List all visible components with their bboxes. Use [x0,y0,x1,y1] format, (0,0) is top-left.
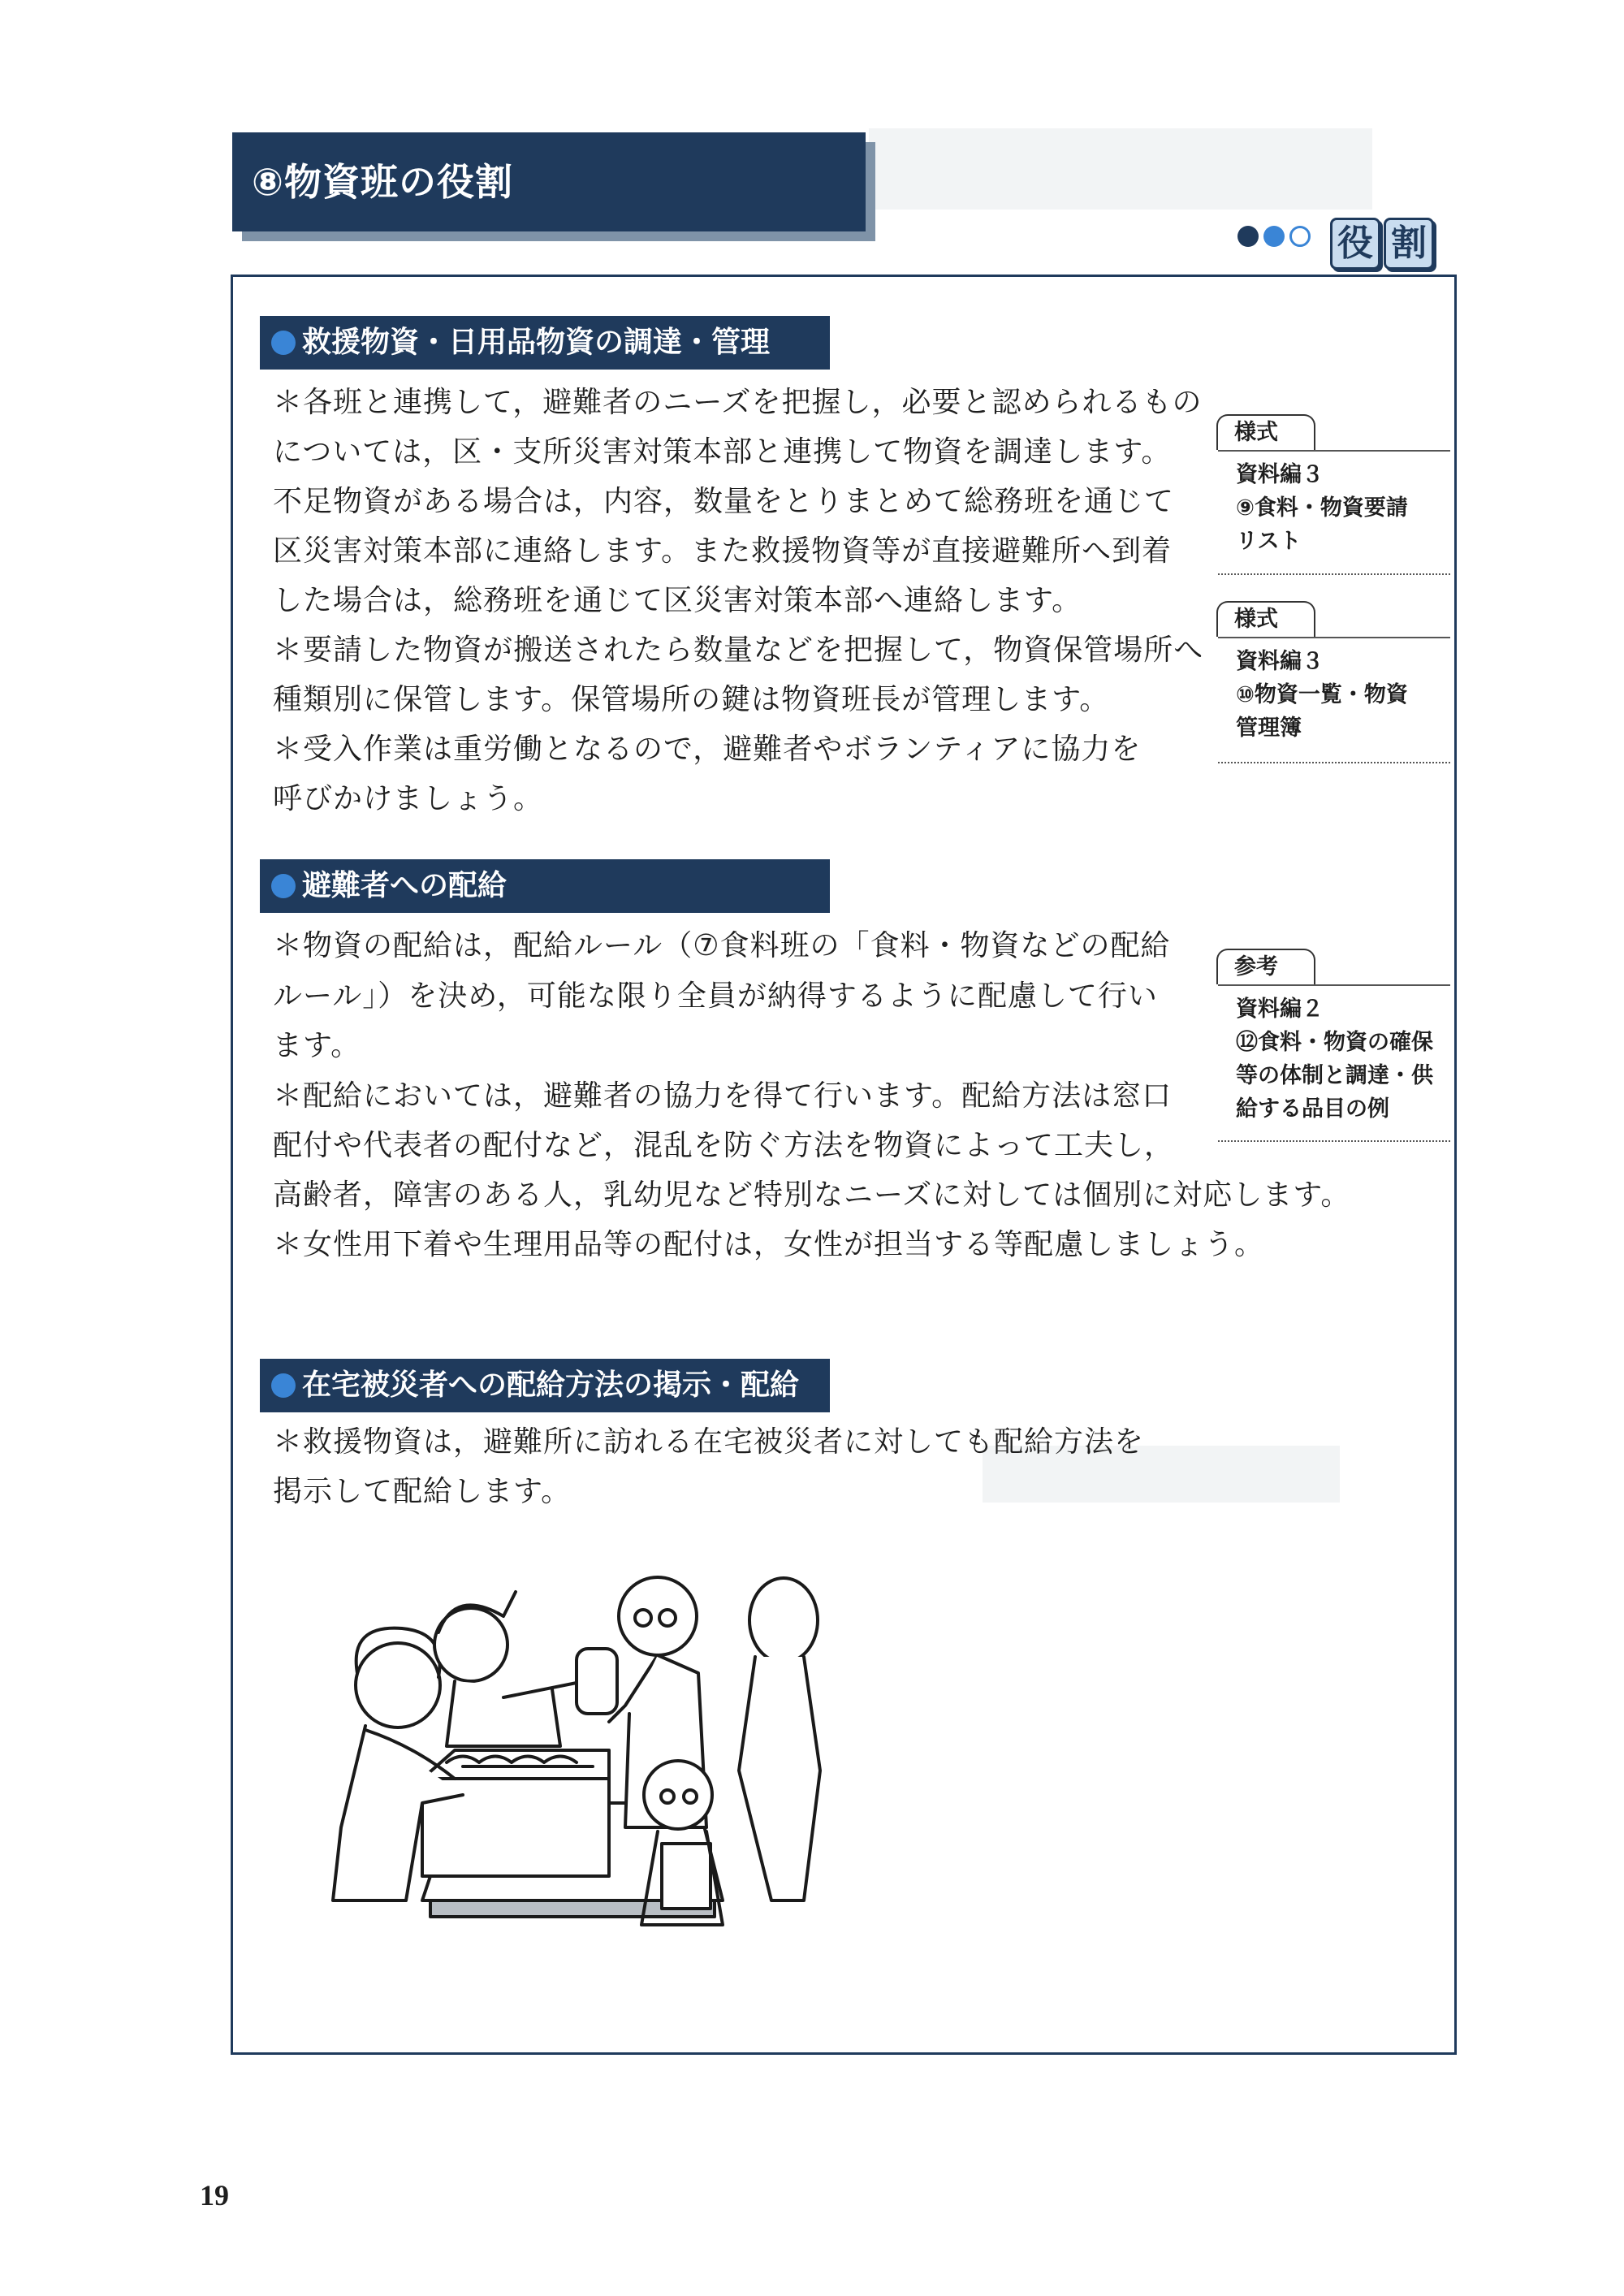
body-line: ルール」）を決め，可能な限り全員が納得するように配慮して行い [273,979,1158,1013]
woman-right-head [749,1578,818,1663]
body-line: 種類別に保管します。保管場所の鍵は物資班長が管理します。 [273,683,1110,716]
man-glasses-head [619,1577,697,1655]
body-line: ＊各班と連携して，避難者のニーズを把握し，必要と認められるもの [273,386,1203,419]
reference-line: 管理簿 [1236,716,1302,741]
reference-line: 等の体制と調達・供 [1236,1063,1433,1088]
section-heading-text: 避難者への配給 [302,869,508,902]
reference-divider [1218,1140,1450,1142]
body-line: 呼びかけましょう。 [273,782,544,815]
body-line: ＊救援物資は，避難所に訪れる在宅被災者に対しても配給方法を [273,1425,1145,1459]
body-line: ＊女性用下着や生理用品等の配付は，女性が担当する等配慮しましょう。 [273,1228,1265,1261]
reference-line: 資料編３ [1236,649,1324,674]
body-line: 不足物資がある場合は，内容，数量をとりまとめて総務班を通じて [273,485,1175,518]
body-line: ＊要請した物資が搬送されたら数量などを把握して，物資保管場所へ [273,633,1204,667]
reference-line: 資料編３ [1236,462,1324,487]
body-line: した場合は，総務班を通じて区災害対策本部へ連絡します。 [273,584,1082,617]
bullet-circle-icon [271,331,296,355]
reference-divider [1218,984,1450,986]
reference-divider [1218,450,1450,452]
body-line: ＊配給においては，避難者の協力を得て行います。配給方法は窓口 [273,1079,1173,1113]
woman-left-head [356,1643,440,1727]
body-line: 高齢者，障害のある人，乳幼児など特別なニーズに対しては個別に対応します。 [273,1178,1351,1212]
dot-empty [1289,226,1311,247]
distribution-illustration [317,1559,950,1982]
reference-line: ⑩物資一覧・物資 [1236,682,1408,707]
bottle [577,1649,617,1714]
body-line: 配付や代表者の配付など，混乱を防ぐ方法を物資によって工夫し， [273,1129,1175,1162]
body-line: ＊物資の配給は，配給ルール（⑦食料班の「食料・物資などの配給 [273,929,1171,962]
section-heading-text: 救援物資・日用品物資の調達・管理 [302,326,771,359]
child-head [644,1761,712,1829]
dot-filled-dark [1237,226,1259,247]
section-heading-procurement [260,316,830,370]
body-line: ＊受入作業は重労働となるので，避難者やボランティアに協力を [273,733,1142,766]
page-title: ⑧物資班の役割 [232,132,866,231]
reference-tab: 様式 [1216,601,1315,637]
reference-divider [1218,637,1450,638]
reference-line: ⑫食料・物資の確保 [1236,1030,1433,1055]
role-badge-char: 割 [1384,218,1434,270]
section-heading-text: 在宅被災者への配給方法の掲示・配給 [302,1369,800,1402]
section-heading-home-evacuees [260,1359,830,1412]
reference-tab: 参考 [1216,949,1315,984]
body-line: 区災害対策本部に連絡します。また救援物資等が直接避難所へ到着 [273,534,1173,568]
reference-divider [1218,762,1450,763]
body-line: については，区・支所災害対策本部と連携して物資を調達します。 [273,435,1172,469]
reference-line: 資料編２ [1236,997,1324,1022]
page-number: 19 [200,2179,229,2212]
show-through-band [869,128,1372,210]
reference-divider [1218,573,1450,575]
reference-line: ⑨食料・物資要請 [1236,495,1408,521]
reference-line: 給する品目の例 [1236,1096,1389,1122]
reference-line: リスト [1236,529,1302,554]
section-heading-distribution [260,859,830,913]
child-paper [662,1844,710,1909]
role-badge-char: 役 [1330,218,1380,270]
body-line: 掲示して配給します。 [273,1475,572,1508]
bullet-circle-icon [271,1373,296,1398]
bullet-circle-icon [271,874,296,898]
body-line: ます。 [273,1029,361,1062]
reference-tab: 様式 [1216,414,1315,450]
dot-filled-blue [1263,226,1285,247]
